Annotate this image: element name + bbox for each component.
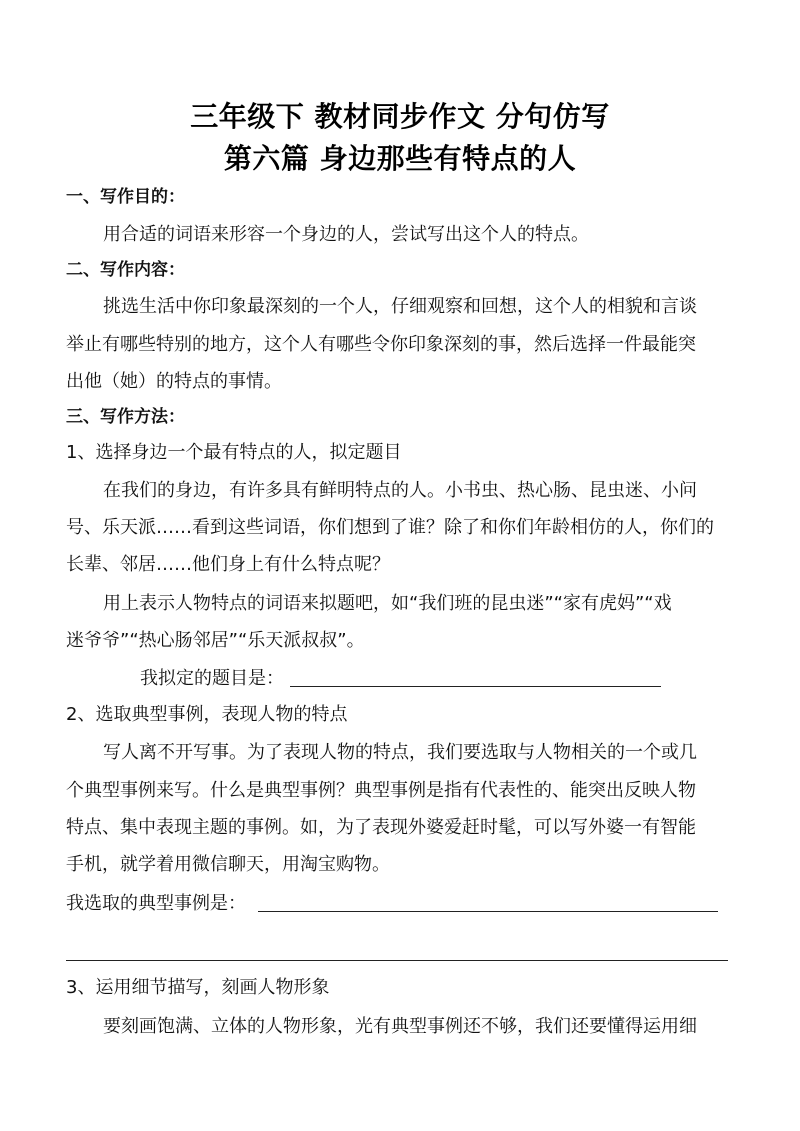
step-1-text-line: 在我们的身边，有许多具有鲜明特点的人。小书虫、热心肠、昆虫迷、小问: [103, 480, 697, 501]
example-prompt-label: 我选取的典型事例是：: [66, 893, 246, 914]
title-prompt-label: 我拟定的题目是：: [140, 668, 284, 689]
step-1-text-line: 用上表示人物特点的词语来拟题吧，如“我们班的昆虫迷”“家有虎妈”“戏: [103, 593, 672, 614]
page-title: 三年级下 教材同步作文 分句仿写: [190, 100, 610, 133]
section-heading-content: 二、写作内容：: [66, 260, 185, 280]
step-2-text-line: 个典型事例来写。什么是典型事例？典型事例是指有代表性的、能突出反映人物: [66, 780, 696, 801]
content-text-line: 挑选生活中你印象最深刻的一个人，仔细观察和回想，这个人的相貌和言谈: [103, 296, 697, 317]
step-1-text-line: 迷爷爷”“热心肠邻居”“乐天派叔叔”。: [66, 630, 365, 651]
step-2-title: 2、选取典型事例，表现人物的特点: [66, 704, 348, 725]
step-1-text-line: 号、乐天派……看到这些词语，你们想到了谁？除了和你们年龄相仿的人，你们的: [66, 517, 714, 538]
example-blank-line-2[interactable]: [66, 960, 728, 961]
step-1-title: 1、选择身边一个最有特点的人，拟定题目: [66, 442, 402, 463]
section-heading-purpose: 一、写作目的：: [66, 187, 185, 207]
step-1-text-line: 长辈、邻居……他们身上有什么特点呢？: [66, 554, 390, 575]
step-2-text-line: 特点、集中表现主题的事例。如，为了表现外婆爱赶时髦，可以写外婆一有智能: [66, 817, 696, 838]
page-subtitle: 第六篇 身边那些有特点的人: [223, 142, 577, 175]
example-blank-line[interactable]: [258, 911, 718, 912]
title-blank-line[interactable]: [290, 686, 661, 687]
purpose-text: 用合适的词语来形容一个身边的人，尝试写出这个人的特点。: [103, 224, 589, 245]
content-text-line: 出他（她）的特点的事情。: [66, 371, 282, 392]
step-2-text-line: 手机，就学着用微信聊天，用淘宝购物。: [66, 854, 390, 875]
content-text-line: 举止有哪些特别的地方，这个人有哪些令你印象深刻的事，然后选择一件最能突: [66, 334, 696, 355]
section-heading-method: 三、写作方法：: [66, 407, 185, 427]
step-3-text-line: 要刻画饱满、立体的人物形象，光有典型事例还不够，我们还要懂得运用细: [103, 1016, 697, 1037]
step-3-title: 3、运用细节描写，刻画人物形象: [66, 977, 330, 998]
step-2-text-line: 写人离不开写事。为了表现人物的特点，我们要选取与人物相关的一个或几: [103, 742, 697, 763]
